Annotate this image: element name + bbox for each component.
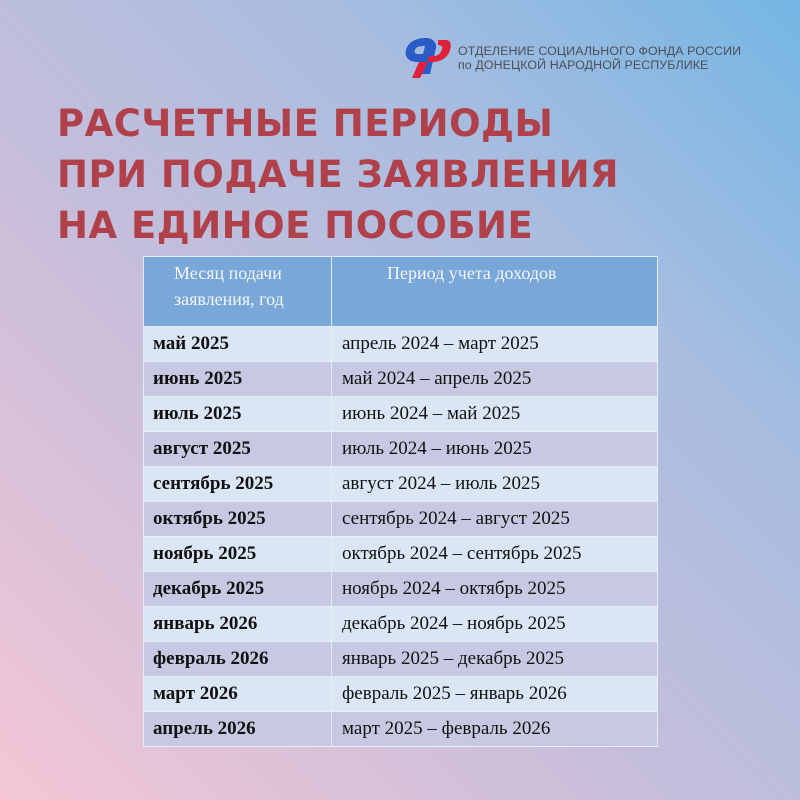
- month-cell: февраль 2026: [144, 642, 332, 677]
- month-cell: октябрь 2025: [144, 502, 332, 537]
- table-row: [144, 502, 658, 537]
- org-name-line2: по ДОНЕЦКОЙ НАРОДНОЙ РЕСПУБЛИКЕ: [458, 58, 709, 72]
- month-cell: май 2025: [144, 327, 332, 362]
- table-row: [144, 607, 658, 642]
- title-line1: РАСЧЕТНЫЕ ПЕРИОДЫ: [57, 102, 554, 145]
- period-cell: ноябрь 2024 – октябрь 2025: [332, 572, 658, 607]
- month-cell: август 2025: [144, 432, 332, 467]
- org-header: [398, 34, 741, 82]
- period-cell: март 2025 – февраль 2026: [332, 712, 658, 747]
- header-month: [144, 257, 332, 327]
- sfr-logo-icon: [398, 34, 452, 82]
- period-cell: январь 2025 – декабрь 2025: [332, 642, 658, 677]
- page-title: [57, 98, 619, 251]
- month-cell: декабрь 2025: [144, 572, 332, 607]
- table-row: [144, 537, 658, 572]
- month-cell: март 2026: [144, 677, 332, 712]
- table-row: [144, 642, 658, 677]
- table-row: [144, 327, 658, 362]
- header-period: Период учета доходов: [332, 257, 658, 327]
- month-cell: апрель 2026: [144, 712, 332, 747]
- title-line2: ПРИ ПОДАЧЕ ЗАЯВЛЕНИЯ: [57, 153, 620, 196]
- period-cell: август 2024 – июль 2025: [332, 467, 658, 502]
- month-cell: июнь 2025: [144, 362, 332, 397]
- period-cell: июнь 2024 – май 2025: [332, 397, 658, 432]
- table-row: [144, 362, 658, 397]
- table-row: [144, 712, 658, 747]
- header-month-line2: заявления, год: [174, 289, 284, 309]
- periods-table: [143, 256, 658, 747]
- table-row: [144, 677, 658, 712]
- period-cell: февраль 2025 – январь 2026: [332, 677, 658, 712]
- title-line3: НА ЕДИНОЕ ПОСОБИЕ: [57, 204, 534, 247]
- period-cell: сентябрь 2024 – август 2025: [332, 502, 658, 537]
- table-header-row: [144, 257, 658, 327]
- month-cell: сентябрь 2025: [144, 467, 332, 502]
- period-cell: июль 2024 – июнь 2025: [332, 432, 658, 467]
- period-cell: май 2024 – апрель 2025: [332, 362, 658, 397]
- org-name-line1: ОТДЕЛЕНИЕ СОЦИАЛЬНОГО ФОНДА РОССИИ: [458, 44, 742, 58]
- period-cell: апрель 2024 – март 2025: [332, 327, 658, 362]
- month-cell: июль 2025: [144, 397, 332, 432]
- period-cell: октябрь 2024 – сентябрь 2025: [332, 537, 658, 572]
- table-row: [144, 432, 658, 467]
- month-cell: январь 2026: [144, 607, 332, 642]
- period-cell: декабрь 2024 – ноябрь 2025: [332, 607, 658, 642]
- header-month-line1: Месяц подачи: [174, 263, 282, 283]
- table-row: [144, 397, 658, 432]
- org-name: [458, 44, 741, 72]
- month-cell: ноябрь 2025: [144, 537, 332, 572]
- table-row: [144, 467, 658, 502]
- table-row: [144, 572, 658, 607]
